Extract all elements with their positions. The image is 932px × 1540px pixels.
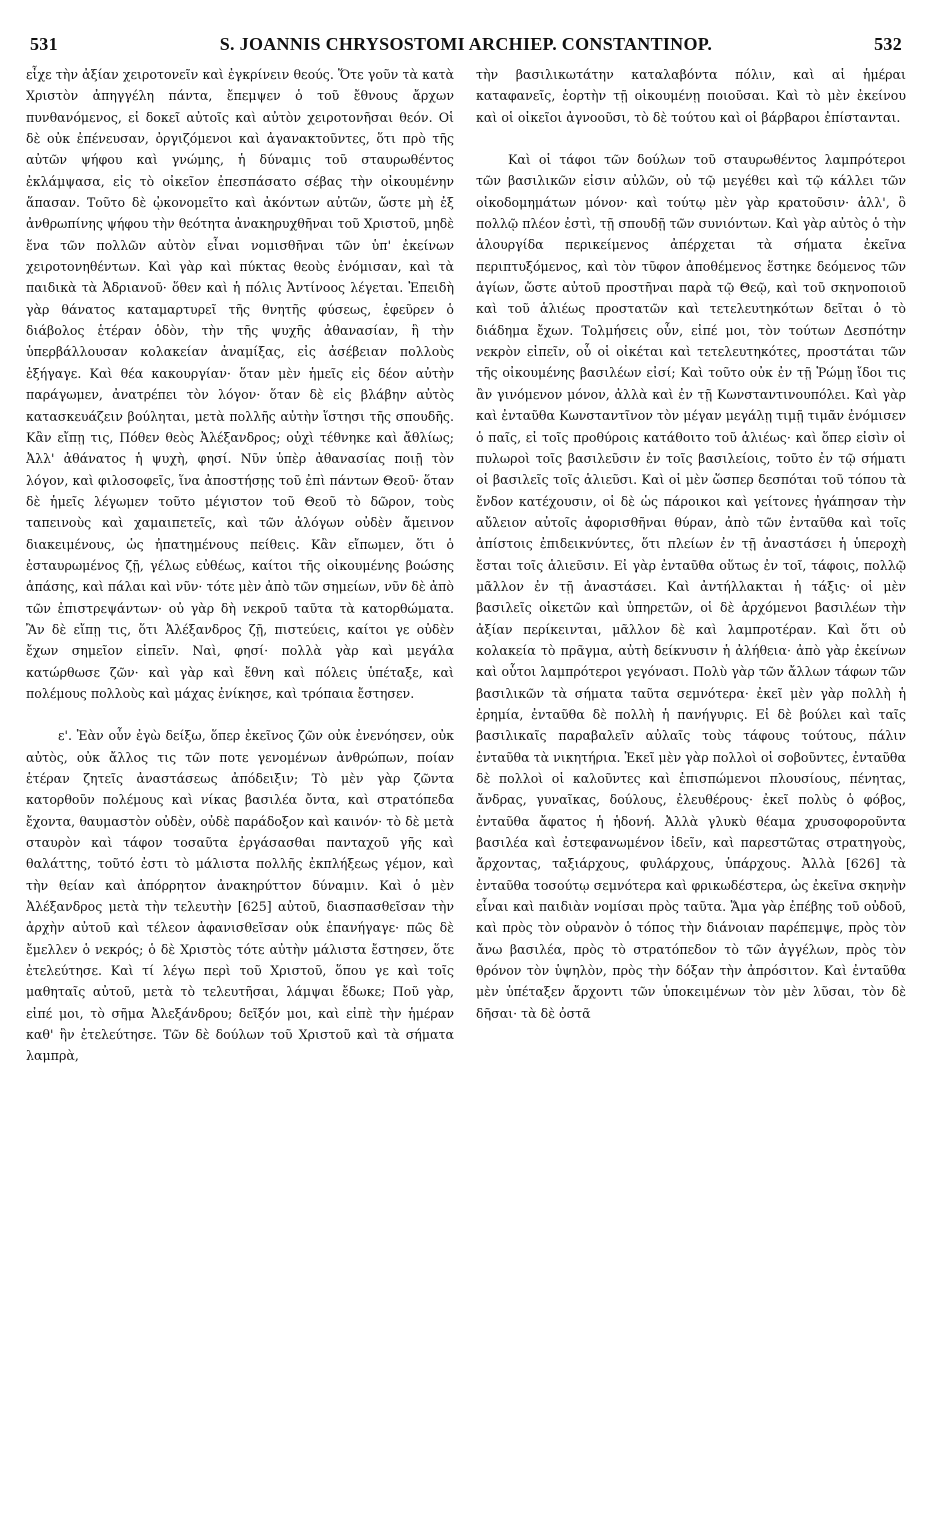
left-paragraph-1: εἶχε τὴν ἀξίαν χειροτονεῖν καὶ ἐγκρίνειν θεούς. Ὅτε γοῦν τὰ κατὰ Χριστὸν ἀπηγγέλη πάντα, ἔπεμψεν ὁ τοῦ ἔθνους ἄρχων πυνθανόμενος, εἰ δοκεῖ αὐτοῖς καὶ αὐτὸν χειροτονῆσαι θεόν. Οἱ δὲ οὐκ ἐπένευσαν, ὀργιζόμενοι καὶ ἀγανακτοῦντες, ὅτι πρὸ τῆς αὐτῶν ψήφου καὶ γνώμης, ἡ δύναμις τοῦ σταυρωθέντος ἐκλάμψασα, εἰς τὸ οἰκεῖον ἐπεσπάσατο σέβας τὴν οἰκουμένην ἅπασαν. Τοῦτο δὲ ᾠκονομεῖτο καὶ ἀκόντων αὐτῶν, ὥστε μὴ ἐξ ἀνθρωπίνης ψήφου τὴν θεότητα ἀνακηρυχθῆναι τοῦ Χριστοῦ, μηδὲ ἕνα τῶν πολλῶν αὐτὸν εἶναι νομισθῆναι τῶν ὑπ' ἐκείνων χειροτονηθέντων. Καὶ γὰρ καὶ πύκτας θεοὺς ἐνόμισαν, καὶ τὰ παιδικὰ τὰ Ἀδριανοῦ· ὅθεν καὶ ἡ πόλις Ἀντίνοος λέγεται. Ἐπειδὴ γὰρ θάνατος καταμαρτυρεῖ τῆς θνητῆς φύσεως, ἐφεῦρεν ὁ διάβολος ἑτέραν ὁδὸν, τὴν τῆς ψυχῆς ἀθανασίαν, ἣ τὴν ὑπερβάλλουσαν κολακείαν ἀναμίξας, εἰς ἀσέβειαν πολλοὺς ἐξήγαγε. Καὶ θέα κακουργίαν· ὅταν μὲν ἡμεῖς εἰς δέον αὐτὴν παράγωμεν, ἀνατρέπει τὸν λόγον· ὅταν δὲ εἰς βλάβην αὐτὸς κατασκευάζειν βούληται, μετὰ πολλῆς αὐτὴν ἵστησι τῆς σπουδῆς. Κἂν εἴπῃ τις, Πόθεν θεὸς Ἀλέξανδρος; οὐχὶ τέθνηκε καὶ ἄθλίως; Ἀλλ' ἀθάνατος ἡ ψυχὴ, φησί. Νῦν ὑπὲρ ἀθανασίας ποιῇ τὸν λόγον, καὶ φιλοσοφεῖς, ἵνα ἀποστήσῃς τοῦ ἐπὶ πάντων Θεοῦ· ὅταν δὲ ἡμεῖς λέγωμεν τοῦτο μέγιστον τοῦ Θεοῦ τὸ δῶρον, τοὺς ταπεινοὺς καὶ χαμαιπετεῖς, καὶ τῶν ἀλόγων οὐδὲν ἄμεινον διακειμένους, ὡς ἠπατημένους πείθεις. Κἂν εἴπωμεν, ὅτι ὁ ἐσταυρωμένος ζῇ, γέλως εὐθέως, καίτοι τῆς οἰκουμένης βοώσης ἁπάσης, καὶ πάλαι καὶ νῦν· τότε μὲν ἀπὸ τῶν σημείων, νῦν δὲ ἀπὸ τῶν ἐπιστρεψάντων· οὐ γὰρ δὴ νεκροῦ ταῦτα τὰ κατορθώματα. Ἂν δὲ εἴπῃ τις, ὅτι Ἀλέξανδρος ζῇ, πιστεύεις, καίτοι γε οὐδὲν ἔχων σημεῖον εἰπεῖν. Ναὶ, φησί· πολλὰ γὰρ καὶ μεγάλα κατώρθωσε ζῶν· καὶ γὰρ καὶ ἔθνη καὶ πόλεις ὑπέταξε, καὶ πολέμους πολλοὺς καὶ μάχας ἐνίκησε, καὶ τρόπαια ἔστησεν. [26, 67, 454, 701]
left-column [26, 64, 454, 1524]
page-number-right: 532 [874, 34, 902, 54]
left-paragraph-2: ε'. Ἐὰν οὖν ἐγὼ δείξω, ὅπερ ἐκεῖνος ζῶν οὐκ ἐνενόησεν, οὐκ αὐτὸς, οὐκ ἄλλος τις τῶν ποτε γενομένων ἀνθρώπων, ποίαν ἑτέραν ζητεῖς ἀναστάσεως ἀπόδειξιν; Τὸ μὲν γὰρ ζῶντα κατορθοῦν πολέμους καὶ νίκας βασιλέα ὄντα, καὶ στρατόπεδα ἔχοντα, θαυμαστὸν οὐδὲν, οὐδὲ παράδοξον καὶ καινόν· τὸ δὲ μετὰ σταυρὸν καὶ τάφον τοσαῦτα ἐργάσασθαι πανταχοῦ γῆς καὶ θαλάττης, τοῦτό ἐστι τὸ μάλιστα πολλῆς ἐκπλήξεως γέμον, καὶ τὴν θείαν καὶ ἀπόρρητον ἀνακηρύττον δύναμιν. Καὶ ὁ μὲν Ἀλέξανδρος μετὰ τὴν τελευτὴν [625] αὐτοῦ, διασπασθεῖσαν τὴν ἀρχὴν αὐτοῦ καὶ τέλεον ἀφανισθεῖσαν οὐκ ἐπανήγαγε· πῶς δὲ ἔμελλεν ὁ νεκρός; ὁ δὲ Χριστὸς τότε αὐτὴν μάλιστα ἔστησεν, ὅτε ἐτελεύτησε. Καὶ τί λέγω περὶ τοῦ Χριστοῦ, ὅπου γε καὶ τοῖς μαθηταῖς αὐτοῦ, μετὰ τὸ τελευτῆσαι, λάμψαι ἔδωκε; Ποῦ γὰρ, εἰπέ μοι, τὸ σῆμα Ἀλεξάνδρου; δεῖξόν μοι, καὶ εἰπὲ τὴν ἡμέραν καθ' ἣν ἐτελεύτησε. Τῶν δὲ δούλων τοῦ Χριστοῦ καὶ τὰ σήματα λαμπρὰ, [26, 728, 454, 1064]
right-paragraph-2: Καὶ οἱ τάφοι τῶν δούλων τοῦ σταυρωθέντος λαμπρότεροι τῶν βασιλικῶν εἰσιν αὐλῶν, οὐ τῷ μεγέθει καὶ τῷ κάλλει τῶν οἰκοδομημάτων μόνον· καὶ τούτῳ μὲν γὰρ κρατοῦσιν· ἀλλ', ὃ πολλῷ πλέον ἐστὶ, τῇ σπουδῇ τῶν συνιόντων. Καὶ γὰρ αὐτὸς ὁ τὴν ἁλουργίδα περικείμενος ἀπέρχεται τὰ σήματα ἐκεῖνα περιπτυξόμενος, καὶ τὸν τῦφον ἀποθέμενος ἕστηκε δεόμενος τῶν ἁγίων, ὥστε αὐτοῦ προστῆναι παρὰ τῷ Θεῷ, καὶ τοῦ σκηνοποιοῦ καὶ τοῦ ἁλιέως προστατῶν καὶ τετελευτηκότων δεῖται ὁ τὸ διάδημα ἔχων. Τολμήσεις οὖν, εἰπέ μοι, τὸν τούτων Δεσπότην νεκρὸν εἰπεῖν, οὗ οἱ οἰκέται καὶ τετελευτηκότες, προστάται τῶν τῆς οἰκουμένης βασιλέων εἰσί; Καὶ τοῦτο οὐκ ἐν τῇ Ῥώμῃ ἴδοι τις ἂν γινόμενον μόνον, ἀλλὰ καὶ ἐν τῇ Κωνσταντινουπόλει. Καὶ γὰρ καὶ ἐνταῦθα Κωνσταντῖνον τὸν μέγαν μεγάλῃ τιμῇ τιμᾶν ἐνόμισεν ὁ παῖς, εἰ τοῖς προθύροις κατάθοιτο τοῦ ἁλιέως· καὶ ὅπερ εἰσὶν οἱ πυλωροὶ τοῖς βασιλεῦσιν ἐν τοῖς βασιλείοις, τοῦτο ἐν τῷ σήματι οἱ βασιλεῖς τοῖς ἁλιεῦσι. Καὶ οἱ μὲν ὥσπερ δεσπόται τοῦ τόπου τὰ ἔνδον κατέχουσιν, οἱ δὲ ὡς πάροικοι καὶ γείτονες ἠγάπησαν τὴν αὔλειον αὐτοῖς ἀφορισθῆναι θύραν, ἀπὸ τῶν ἐνταῦθα καὶ τοῖς ἀπίστοις ἐπιδεικνύντες, ὅτι πλείων ἐν τῇ ἀναστάσει ἡ ὑπεροχὴ ἔσται τοῖς ἁλιεῦσιν. Εἰ γὰρ ἐνταῦθα οὕτως ἐν τοῖ, τάφοις, πολλῷ μᾶλλον ἐν τῇ ἀναστάσει. Καὶ ἀντήλλακται ἡ τάξις· οἱ μὲν βασιλεῖς οἰκετῶν καὶ ὑπηρετῶν, οἱ δὲ ἀρχόμενοι βασιλέων τὴν ἀξίαν περίκεινται, μᾶλλον δὲ καὶ λαμπροτέραν. Καὶ ὅτι οὐ κολακεία τὸ πρᾶγμα, αὐτὴ δείκνυσιν ἡ ἀλήθεια· ἀπὸ γὰρ ἐκείνων καὶ οὗτοι λαμπρότεροι γεγόνασι. Πολὺ γὰρ τῶν ἄλλων τάφων τῶν βασιλικῶν τὰ σήματα ταῦτα σεμνότερα· ἐκεῖ μὲν γὰρ πολλὴ ἡ ἐρημία, ἐνταῦθα δὲ πολλὴ ἡ πανήγυρις. Εἰ δὲ βούλει καὶ ταῖς βασιλικαῖς παραβαλεῖν αὐλαῖς τοὺς τάφους τούτους, πάλιν ἐνταῦθα τὰ νικητήρια. Ἐκεῖ μὲν γὰρ πολλοὶ οἱ σοβοῦντες, ἐνταῦθα δὲ πολλοὶ οἱ καλοῦντες καὶ ἐπισπώμενοι πλουσίους, πένητας, ἄνδρας, γυναῖκας, δούλους, ἐλευθέρους· ἐκεῖ πολὺς ὁ φόβος, ἐνταῦθα ἄφατος ἡ ἡδονή. Ἀλλὰ γλυκὺ θέαμα χρυσοφοροῦντα βασιλέα καὶ ἐστεφανωμένον ἰδεῖν, καὶ παρεστῶτας στρατηγοὺς, ἄρχοντας, ταξιάρχους, φυλάρχους, ὑπάρχους. Ἀλλὰ [626] τὰ ἐνταῦθα τοσούτῳ σεμνότερα καὶ φρικωδέστερα, ὡς ἐκεῖνα σκηνὴν εἶναι καὶ παιδιὰν νομίσαι πρὸς ταῦτα. Ἅμα γὰρ ἐπέβης τοῦ οὐδοῦ, καὶ πρὸς τὸν οὐρανὸν ὁ τόπος τὴν διάνοιαν παρέπεμψε, πρὸς τὸν ἄνω βασιλέα, πρὸς τὸ στρατόπεδον τὸ τῶν ἀγγέλων, πρὸς τὸν θρόνον τὸν ὑψηλὸν, πρὸς τὴν δόξαν τὴν ἀπρόσιτον. Καὶ ἐνταῦθα μὲν ὑπέταξεν ἄρχοντι τῶν ὑποκειμένων τὸν μὲν λῦσαι, τὸν δὲ δῆσαι· τὰ δὲ ὀστᾶ [476, 152, 906, 1021]
right-column [476, 64, 906, 1524]
right-paragraph-1: τὴν βασιλικωτάτην καταλαβόντα πόλιν, καὶ αἱ ἡμέραι καταφανεῖς, ἑορτὴν τῇ οἰκουμένῃ ποιοῦσαι. Καὶ τὸ μὲν ἐκείνου καὶ οἱ οἰκεῖοι ἀγνοοῦσι, τὸ δὲ τούτου καὶ οἱ βάρβαροι ἐπίστανται. [476, 67, 906, 125]
page-number-left: 531 [30, 34, 58, 54]
page-header [30, 34, 902, 58]
running-head: S. JOANNIS CHRYSOSTOMI ARCHIEP. CONSTANTINOP. [219, 34, 713, 54]
